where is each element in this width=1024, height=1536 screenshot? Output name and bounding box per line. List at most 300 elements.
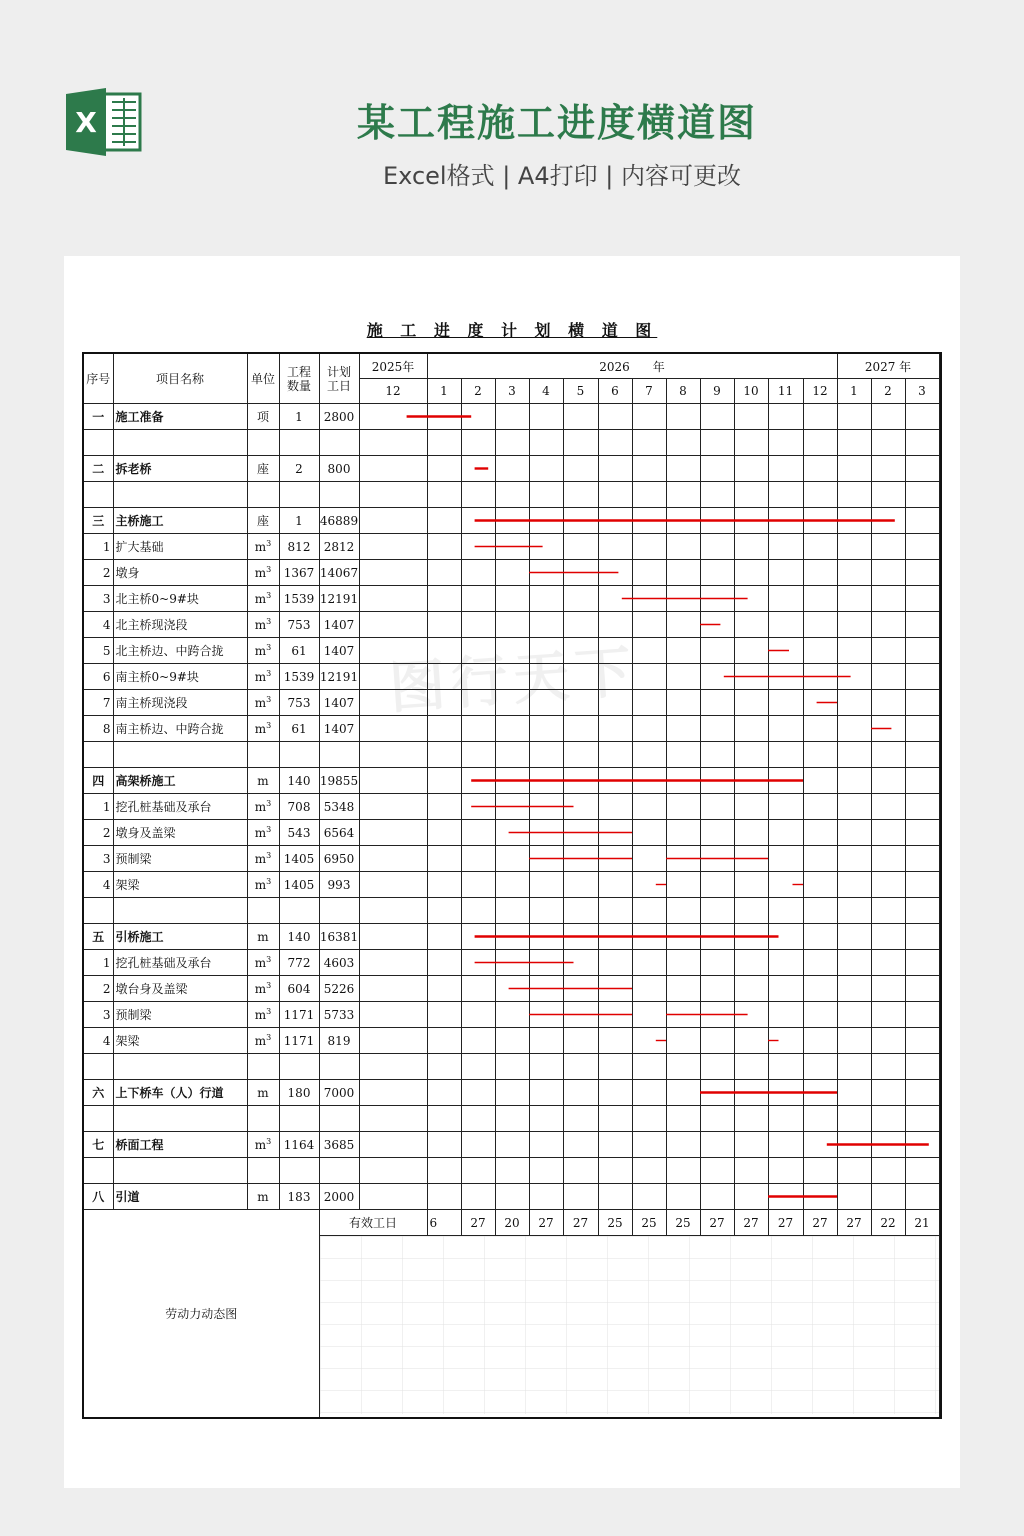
empty-cell: [427, 430, 461, 456]
month-cell: [495, 404, 529, 430]
empty-cell: [598, 1158, 632, 1184]
month-cell: [529, 638, 563, 664]
table-row: [83, 768, 941, 794]
row-name: 墩台身及盖梁: [113, 976, 247, 1002]
month-cell: [768, 1184, 803, 1210]
month-cell: [529, 716, 563, 742]
row-seq: 3: [83, 586, 113, 612]
month-cell: [563, 924, 598, 950]
month-cell: [905, 1132, 939, 1158]
row-qty: 543: [279, 820, 319, 846]
empty-cell: [83, 1158, 113, 1184]
month-cell: [905, 586, 939, 612]
empty-cell: [871, 1106, 905, 1132]
month-cell: [837, 1002, 871, 1028]
row-name: 北主桥边、中跨合拢: [113, 638, 247, 664]
empty-cell: [632, 1106, 666, 1132]
effective-days-value: 27: [461, 1210, 495, 1236]
month-cell: [598, 872, 632, 898]
month-cell: [495, 508, 529, 534]
month-cell: [700, 1028, 734, 1054]
empty-cell: [700, 1158, 734, 1184]
row-days: 12191: [319, 586, 359, 612]
empty-cell: [734, 1054, 768, 1080]
month-header: 1: [837, 379, 871, 404]
month-cell: [871, 690, 905, 716]
row-days: 1407: [319, 716, 359, 742]
month-cell: [359, 846, 427, 872]
empty-cell: [837, 482, 871, 508]
month-cell: [598, 612, 632, 638]
row-days: 4603: [319, 950, 359, 976]
month-cell: [700, 768, 734, 794]
month-cell: [734, 950, 768, 976]
month-cell: [905, 1080, 939, 1106]
month-cell: [734, 1028, 768, 1054]
month-cell: [768, 508, 803, 534]
month-cell: [427, 690, 461, 716]
month-cell: [563, 664, 598, 690]
month-cell: [563, 638, 598, 664]
month-cell: [905, 872, 939, 898]
month-cell: [563, 1002, 598, 1028]
month-cell: [632, 976, 666, 1002]
table-row: [83, 1002, 941, 1028]
empty-cell: [905, 1158, 939, 1184]
empty-cell: [837, 430, 871, 456]
month-cell: [563, 950, 598, 976]
month-cell: [632, 716, 666, 742]
month-cell: [768, 1002, 803, 1028]
month-cell: [461, 690, 495, 716]
month-cell: [529, 846, 563, 872]
row-seq: 一: [83, 404, 113, 430]
month-cell: [905, 794, 939, 820]
effective-days-value: 21: [905, 1210, 939, 1236]
month-cell: [905, 716, 939, 742]
month-cell: [563, 976, 598, 1002]
month-cell: [598, 638, 632, 664]
row-name: 墩身及盖梁: [113, 820, 247, 846]
row-qty: 140: [279, 924, 319, 950]
month-cell: [734, 534, 768, 560]
month-cell: [905, 534, 939, 560]
empty-cell: [734, 898, 768, 924]
effective-days-value: [939, 1210, 941, 1236]
month-cell: [666, 976, 700, 1002]
month-cell: [700, 1184, 734, 1210]
month-cell: [359, 872, 427, 898]
month-cell: [871, 976, 905, 1002]
month-cell: [734, 612, 768, 638]
month-cell: [871, 1132, 905, 1158]
table-row: [83, 1028, 941, 1054]
row-days: 2000: [319, 1184, 359, 1210]
month-cell: [563, 508, 598, 534]
empty-cell: [700, 898, 734, 924]
month-cell: [666, 716, 700, 742]
empty-cell: [666, 1106, 700, 1132]
table-row: [83, 508, 941, 534]
row-seq: 八: [83, 1184, 113, 1210]
month-cell: [700, 794, 734, 820]
month-header: 7: [632, 379, 666, 404]
empty-cell: [563, 898, 598, 924]
row-days: 800: [319, 456, 359, 482]
month-cell: [598, 1132, 632, 1158]
month-cell: [495, 1002, 529, 1028]
month-cell: [529, 950, 563, 976]
month-cell: [359, 404, 427, 430]
month-cell: [734, 1002, 768, 1028]
empty-cell: [359, 430, 427, 456]
empty-cell: [632, 898, 666, 924]
empty-cell: [905, 1106, 939, 1132]
month-cell: [803, 1132, 837, 1158]
month-cell: [427, 1080, 461, 1106]
empty-cell: [768, 482, 803, 508]
blank-row: [83, 482, 941, 508]
month-cell: [666, 612, 700, 638]
empty-cell: [427, 742, 461, 768]
empty-cell: [83, 430, 113, 456]
month-cell: [666, 456, 700, 482]
month-cell: [529, 1002, 563, 1028]
month-cell: [563, 1080, 598, 1106]
month-cell: [871, 1028, 905, 1054]
month-cell: [359, 1184, 427, 1210]
month-cell: [871, 768, 905, 794]
row-days: 1407: [319, 638, 359, 664]
month-cell: [837, 1184, 871, 1210]
row-unit: $m^3$: [247, 638, 279, 664]
month-cell: [529, 1132, 563, 1158]
month-cell: [461, 794, 495, 820]
month-cell: [734, 794, 768, 820]
month-header: 11: [768, 379, 803, 404]
month-cell: [871, 950, 905, 976]
empty-cell: [113, 1054, 247, 1080]
row-days: 819: [319, 1028, 359, 1054]
month-cell: [768, 690, 803, 716]
month-cell: [632, 586, 666, 612]
month-cell: [598, 1184, 632, 1210]
month-cell: [768, 456, 803, 482]
month-cell: [529, 976, 563, 1002]
month-cell: [427, 768, 461, 794]
row-days: 19855: [319, 768, 359, 794]
month-cell: [359, 794, 427, 820]
month-cell: [427, 820, 461, 846]
empty-cell: [666, 1158, 700, 1184]
month-cell: [427, 612, 461, 638]
row-seq: 7: [83, 690, 113, 716]
empty-cell: [113, 898, 247, 924]
month-cell: [734, 1132, 768, 1158]
month-cell: [529, 1080, 563, 1106]
month-cell: [359, 690, 427, 716]
empty-cell: [803, 482, 837, 508]
table-row: [83, 716, 941, 742]
month-cell: [427, 1028, 461, 1054]
effective-days-value: 6: [427, 1210, 461, 1236]
empty-cell: [563, 1054, 598, 1080]
month-header: 9: [700, 379, 734, 404]
month-cell: [427, 508, 461, 534]
month-cell: [632, 820, 666, 846]
month-cell: [905, 612, 939, 638]
month-cell: [427, 664, 461, 690]
row-days: 993: [319, 872, 359, 898]
empty-cell: [495, 482, 529, 508]
table-row: [83, 950, 941, 976]
empty-cell: [563, 1158, 598, 1184]
empty-cell: [359, 742, 427, 768]
row-qty: 1164: [279, 1132, 319, 1158]
empty-cell: [871, 482, 905, 508]
month-cell: [837, 716, 871, 742]
row-seq: 三: [83, 508, 113, 534]
month-cell: [632, 664, 666, 690]
empty-cell: [247, 742, 279, 768]
table-row: [83, 820, 941, 846]
row-unit: $m^3$: [247, 794, 279, 820]
month-cell: [666, 1184, 700, 1210]
gantt-table: [82, 352, 942, 1419]
empty-cell: [279, 1106, 319, 1132]
month-cell: [529, 664, 563, 690]
month-cell: [563, 1184, 598, 1210]
month-cell: [427, 976, 461, 1002]
month-header: 5: [563, 379, 598, 404]
month-cell: [598, 1002, 632, 1028]
month-header: 2: [871, 379, 905, 404]
month-cell: [427, 1132, 461, 1158]
empty-cell: [632, 482, 666, 508]
month-cell: [461, 1132, 495, 1158]
empty-cell: [319, 742, 359, 768]
spreadsheet-sheet: [64, 256, 960, 1488]
empty-cell: [461, 742, 495, 768]
month-cell: [598, 924, 632, 950]
month-header: 4: [529, 379, 563, 404]
page-title: 某工程施工进度横道图: [356, 101, 757, 145]
month-cell: [700, 508, 734, 534]
month-cell: [768, 976, 803, 1002]
empty-cell: [837, 1158, 871, 1184]
row-days: 6950: [319, 846, 359, 872]
row-unit: $m^3$: [247, 664, 279, 690]
month-cell: [837, 456, 871, 482]
row-days: 46889: [319, 508, 359, 534]
empty-cell: [666, 430, 700, 456]
empty-cell: [905, 430, 939, 456]
month-cell: [700, 716, 734, 742]
labor-chart-area: [319, 1236, 939, 1419]
month-cell: [461, 586, 495, 612]
month-cell: [803, 1002, 837, 1028]
table-row: [83, 1184, 941, 1210]
row-unit: $m^3$: [247, 1132, 279, 1158]
month-cell: [768, 1132, 803, 1158]
row-unit: $m^3$: [247, 1028, 279, 1054]
empty-cell: [359, 1106, 427, 1132]
month-cell: [905, 1002, 939, 1028]
empty-cell: [529, 1158, 563, 1184]
month-cell: [905, 976, 939, 1002]
month-cell: [734, 1184, 768, 1210]
empty-cell: [247, 898, 279, 924]
month-cell: [905, 820, 939, 846]
month-cell: [803, 664, 837, 690]
month-cell: [632, 534, 666, 560]
month-cell: [632, 872, 666, 898]
empty-cell: [768, 1054, 803, 1080]
month-cell: [905, 690, 939, 716]
row-unit: $m^3$: [247, 560, 279, 586]
row-unit: 项: [247, 404, 279, 430]
empty-cell: [768, 1106, 803, 1132]
row-name: 预制梁: [113, 1002, 247, 1028]
month-cell: [495, 716, 529, 742]
month-cell: [666, 820, 700, 846]
effective-days-label: 有效工日: [319, 1210, 427, 1236]
month-cell: [666, 1132, 700, 1158]
table-row: [83, 976, 941, 1002]
empty-cell: [319, 1106, 359, 1132]
table-row: [83, 638, 941, 664]
month-cell: [359, 612, 427, 638]
empty-cell: [319, 482, 359, 508]
row-name: 挖孔桩基础及承台: [113, 950, 247, 976]
empty-cell: [871, 742, 905, 768]
month-cell: [768, 664, 803, 690]
month-header: 3: [495, 379, 529, 404]
empty-cell: [247, 1158, 279, 1184]
empty-cell: [563, 482, 598, 508]
month-cell: [803, 612, 837, 638]
month-cell: [905, 404, 939, 430]
month-cell: [632, 690, 666, 716]
empty-cell: [598, 742, 632, 768]
month-cell: [529, 872, 563, 898]
month-cell: [666, 768, 700, 794]
empty-cell: [563, 742, 598, 768]
row-qty: 1405: [279, 872, 319, 898]
month-cell: [768, 1080, 803, 1106]
month-cell: [803, 768, 837, 794]
row-seq: 6: [83, 664, 113, 690]
month-cell: [700, 612, 734, 638]
month-cell: [768, 404, 803, 430]
empty-cell: [427, 482, 461, 508]
month-cell: [905, 1184, 939, 1210]
month-cell: [700, 534, 734, 560]
month-cell: [632, 638, 666, 664]
month-cell: [461, 950, 495, 976]
month-cell: [529, 1184, 563, 1210]
empty-cell: [768, 1158, 803, 1184]
month-cell: [359, 820, 427, 846]
row-qty: 708: [279, 794, 319, 820]
month-cell: [905, 846, 939, 872]
empty-cell: [803, 430, 837, 456]
month-cell: [563, 820, 598, 846]
month-cell: [666, 950, 700, 976]
row-unit: 座: [247, 508, 279, 534]
row-seq: 五: [83, 924, 113, 950]
row-name: 架梁: [113, 1028, 247, 1054]
row-name: 拆老桥: [113, 456, 247, 482]
month-cell: [700, 872, 734, 898]
month-cell: [803, 560, 837, 586]
row-unit: 座: [247, 456, 279, 482]
empty-cell: [700, 742, 734, 768]
month-cell: [734, 768, 768, 794]
month-cell: [359, 508, 427, 534]
month-cell: [666, 1028, 700, 1054]
month-cell: [803, 976, 837, 1002]
row-qty: 1: [279, 508, 319, 534]
month-cell: [905, 456, 939, 482]
month-cell: [734, 690, 768, 716]
row-qty: 1405: [279, 846, 319, 872]
month-cell: [803, 1080, 837, 1106]
month-cell: [563, 560, 598, 586]
month-header: 8: [666, 379, 700, 404]
empty-cell: [529, 1054, 563, 1080]
month-cell: [837, 976, 871, 1002]
row-seq: 4: [83, 872, 113, 898]
year-2025: 2025年: [359, 353, 427, 379]
month-header: 1: [427, 379, 461, 404]
month-cell: [427, 1184, 461, 1210]
empty-cell: [427, 1106, 461, 1132]
month-cell: [461, 508, 495, 534]
empty-cell: [529, 1106, 563, 1132]
month-cell: [495, 846, 529, 872]
month-cell: [495, 1132, 529, 1158]
empty-cell: [319, 1158, 359, 1184]
month-cell: [461, 1002, 495, 1028]
row-days: 14067: [319, 560, 359, 586]
row-qty: 1367: [279, 560, 319, 586]
empty-cell: [495, 1158, 529, 1184]
empty-cell: [734, 430, 768, 456]
month-cell: [632, 560, 666, 586]
month-cell: [563, 690, 598, 716]
month-cell: [461, 976, 495, 1002]
effective-days-value: 25: [632, 1210, 666, 1236]
col-qty-label: 工程 数量: [286, 364, 311, 393]
month-cell: [734, 820, 768, 846]
month-cell: [871, 560, 905, 586]
month-cell: [529, 586, 563, 612]
table-row: [83, 586, 941, 612]
row-qty: 2: [279, 456, 319, 482]
month-cell: [666, 924, 700, 950]
empty-cell: [279, 430, 319, 456]
month-cell: [700, 950, 734, 976]
month-cell: [700, 1080, 734, 1106]
row-unit: $m^3$: [247, 950, 279, 976]
effective-days-value: 27: [529, 1210, 563, 1236]
month-cell: [700, 586, 734, 612]
year-2026-value: 2026: [599, 359, 630, 374]
row-qty: 1171: [279, 1028, 319, 1054]
empty-cell: [529, 898, 563, 924]
month-cell: [734, 508, 768, 534]
